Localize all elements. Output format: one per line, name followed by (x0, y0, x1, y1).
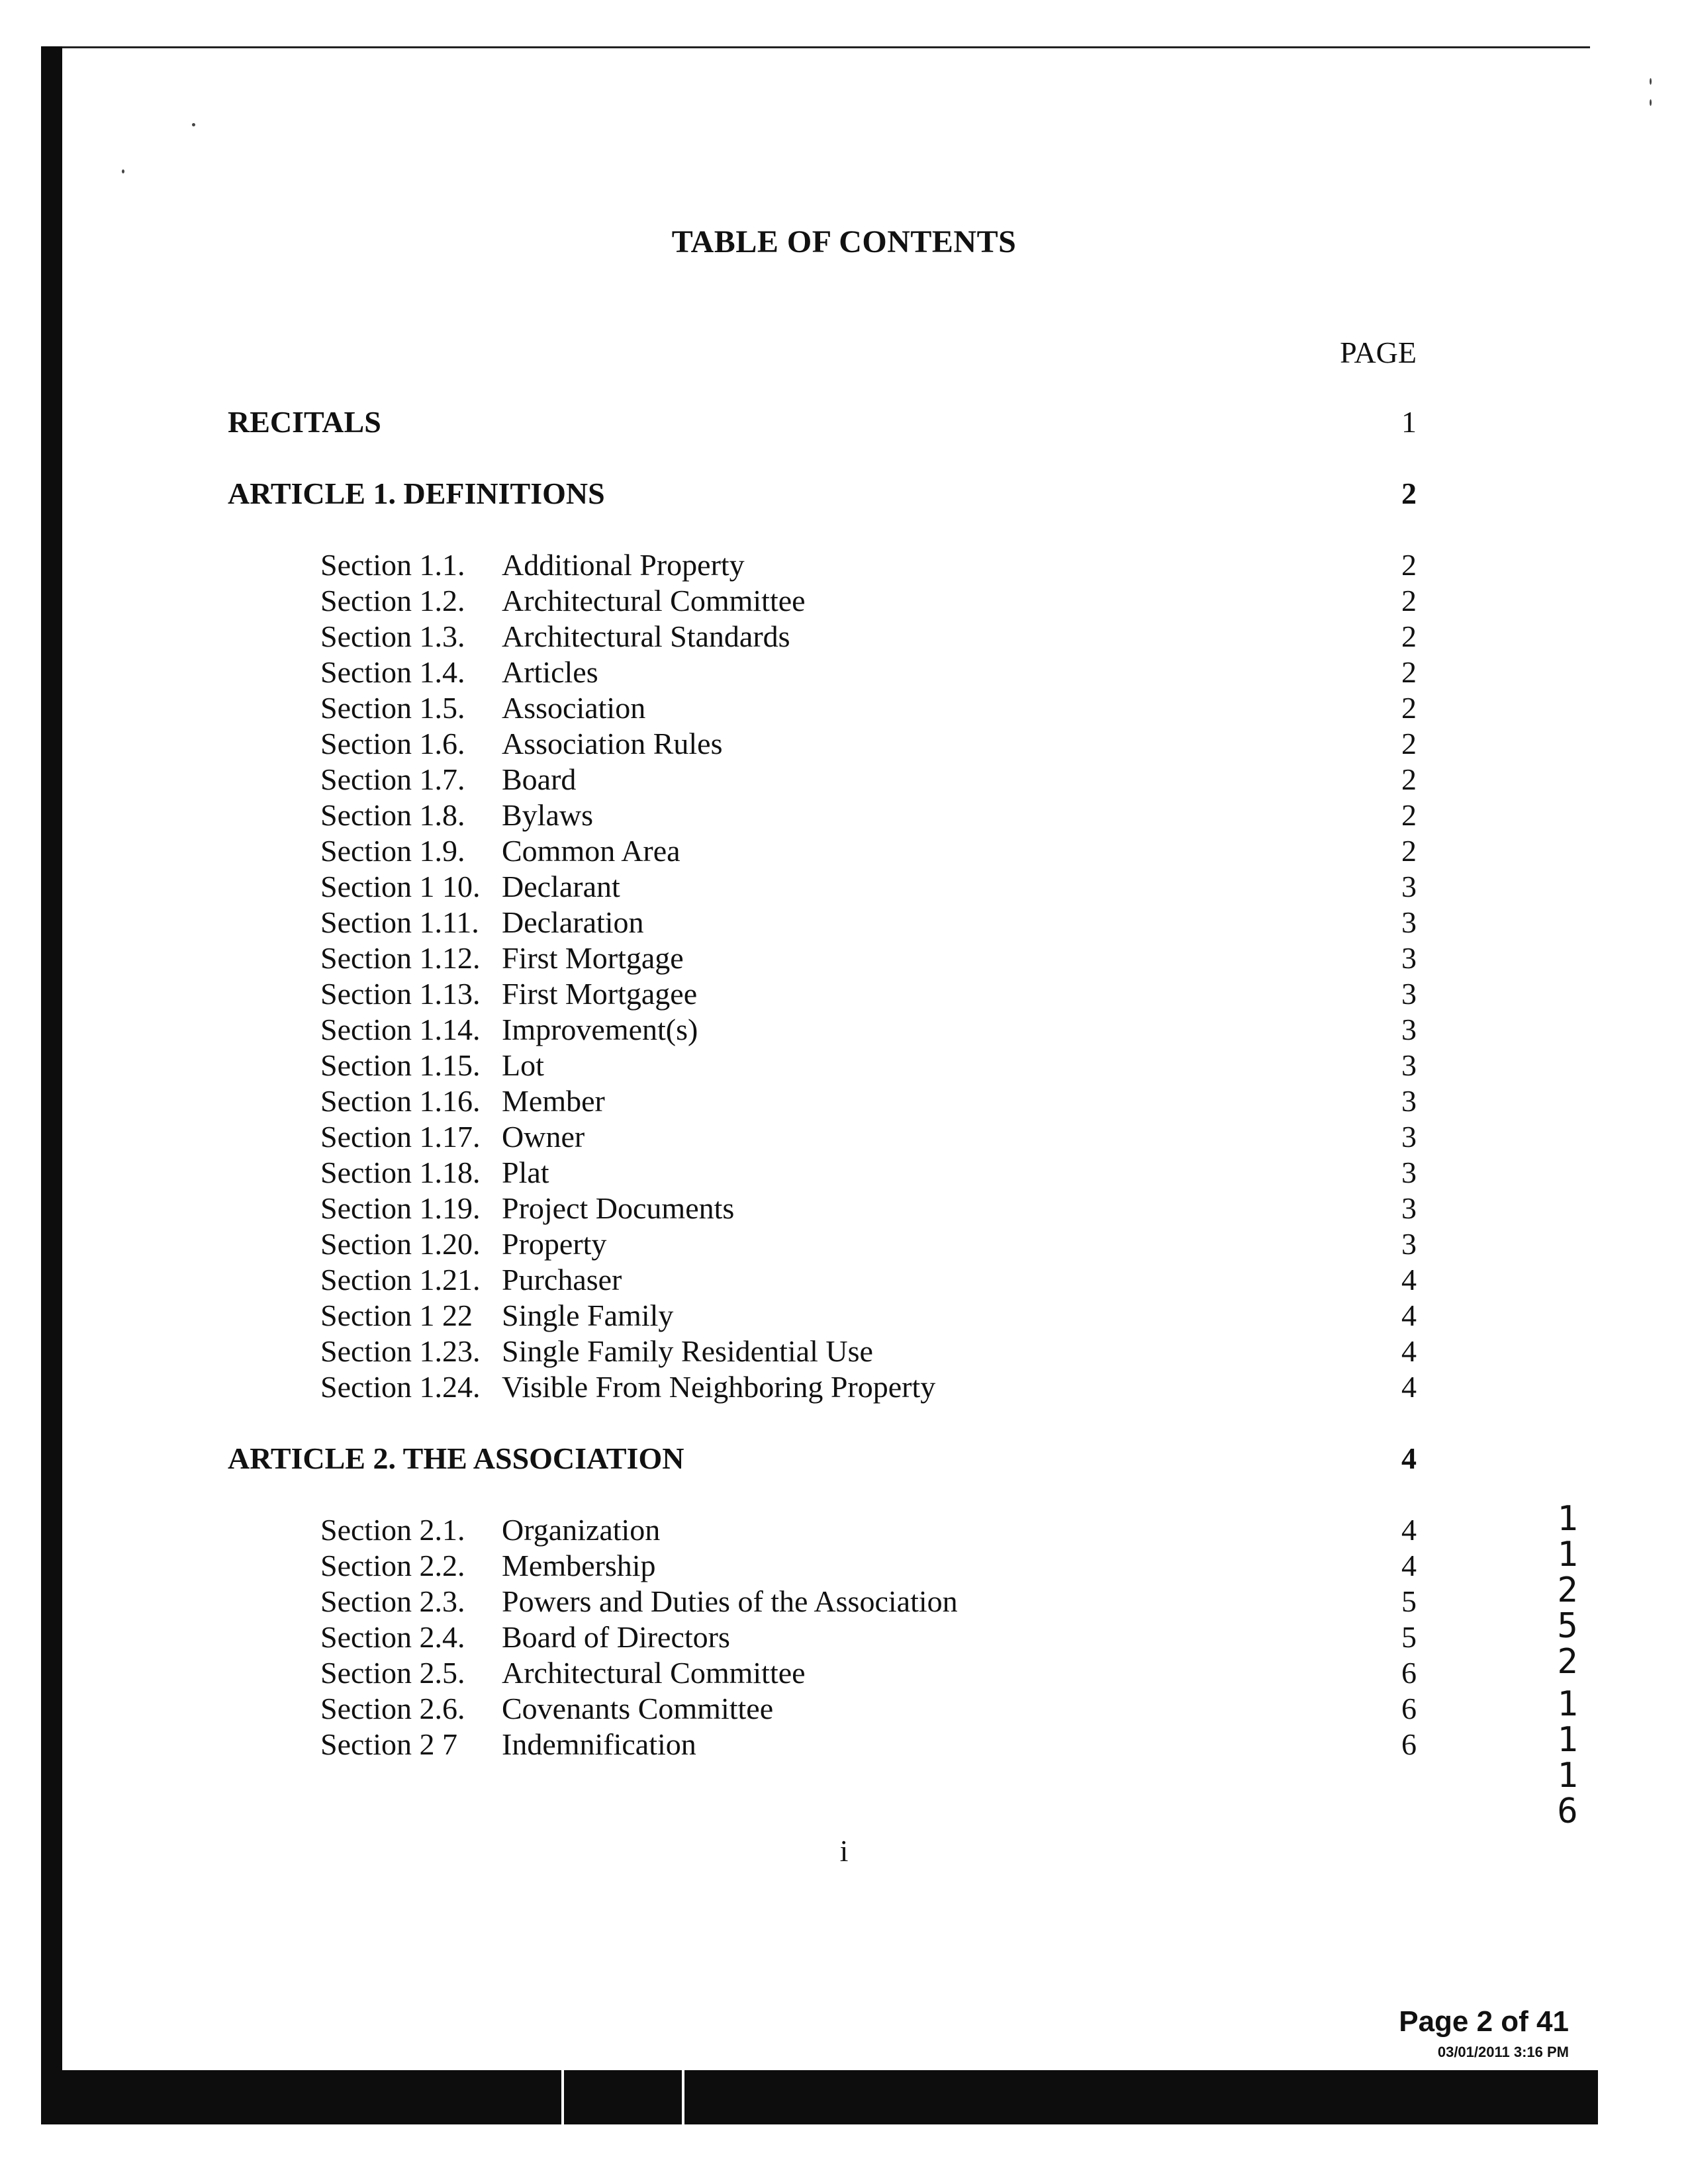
toc-section-row (0, 690, 1688, 727)
toc-page-number: 2 (1401, 727, 1417, 760)
toc-section-row (0, 976, 1688, 1013)
section-number: Section 2.6. (320, 1692, 465, 1725)
section-title: Architectural Standards (502, 619, 790, 653)
toc-section-row (0, 904, 1688, 941)
section-title: Membership (502, 1549, 656, 1582)
section-number: Section 1 10. (320, 870, 481, 903)
section-number: Section 1.15. (320, 1048, 481, 1082)
toc-section-row (0, 761, 1688, 798)
toc-section-row (0, 940, 1688, 977)
toc-page-number: 6 (1401, 1727, 1417, 1761)
toc-section-row (0, 725, 1688, 762)
toc-section-row (0, 797, 1688, 834)
toc-page-number: 3 (1401, 1120, 1417, 1154)
section-number: Section 1.3. (320, 619, 465, 653)
toc-page-number: 3 (1401, 977, 1417, 1011)
section-title: Indemnification (502, 1727, 696, 1761)
toc-section-row (0, 1655, 1688, 1692)
scan-speck (1650, 99, 1652, 106)
section-title: Single Family (502, 1298, 674, 1332)
section-number: Section 1.8. (320, 798, 465, 832)
section-title: Owner (502, 1120, 585, 1154)
section-title: Covenants Committee (502, 1692, 774, 1725)
stamp-digit: 1 (1557, 1720, 1578, 1760)
scan-bottom-border (41, 2070, 1598, 2124)
toc-page-number: 1 (1401, 405, 1417, 439)
section-number: Section 1.5. (320, 691, 465, 725)
toc-page-number: 5 (1401, 1620, 1417, 1654)
section-title: Powers and Duties of the Association (502, 1584, 958, 1618)
section-number: Section 1.12. (320, 941, 481, 975)
toc-section-row (0, 1512, 1688, 1549)
toc-section-row (0, 1690, 1688, 1727)
toc-page-number: 4 (1401, 1441, 1417, 1475)
section-number: Section 1.6. (320, 727, 465, 760)
section-title: Articles (502, 655, 598, 689)
toc-section-row (0, 1154, 1688, 1191)
toc-section-row (0, 582, 1688, 619)
section-title: Improvement(s) (502, 1013, 698, 1046)
scan-top-edge (41, 46, 1590, 48)
toc-page-number: 4 (1401, 1549, 1417, 1582)
section-number: Section 1.13. (320, 977, 481, 1011)
toc-section-row (0, 1083, 1688, 1120)
toc-page-number: 4 (1401, 1263, 1417, 1297)
toc-page-number: 3 (1401, 941, 1417, 975)
toc-section-row (0, 1261, 1688, 1298)
toc-section-row (0, 1226, 1688, 1263)
toc-section-row (0, 1619, 1688, 1656)
scan-speck (1650, 78, 1652, 85)
section-number: Section 1.9. (320, 834, 465, 868)
scan-notch (682, 2070, 684, 2124)
section-title: Declarant (502, 870, 620, 903)
section-title: Board of Directors (502, 1620, 730, 1654)
toc-page-number: 2 (1401, 691, 1417, 725)
stamp-digit: 6 (1557, 1792, 1578, 1831)
section-title: First Mortgage (502, 941, 684, 975)
section-title: Organization (502, 1513, 661, 1547)
section-title: Association (502, 691, 646, 725)
toc-page-number: 5 (1401, 1584, 1417, 1618)
section-title: Purchaser (502, 1263, 622, 1297)
stamp-digit: 2 (1557, 1570, 1578, 1610)
section-title: Bylaws (502, 798, 593, 832)
section-title: Architectural Committee (502, 1656, 806, 1690)
toc-section-row (0, 868, 1688, 905)
stamp-digit: 1 (1557, 1535, 1578, 1574)
toc-section-row (0, 833, 1688, 870)
toc-section-row (0, 1333, 1688, 1370)
toc-heading: ARTICLE 2. THE ASSOCIATION (228, 1441, 684, 1475)
section-title: Architectural Committee (502, 584, 806, 617)
toc-section-row (0, 1726, 1688, 1763)
scan-notch (561, 2070, 564, 2124)
section-title: First Mortgagee (502, 977, 698, 1011)
toc-page-number: 3 (1401, 1227, 1417, 1261)
toc-page-number: 2 (1401, 584, 1417, 617)
toc-page-number: 4 (1401, 1370, 1417, 1404)
toc-page-number: 2 (1401, 834, 1417, 868)
section-number: Section 1.11. (320, 905, 479, 939)
toc-page-number: 3 (1401, 905, 1417, 939)
section-title: Member (502, 1084, 605, 1118)
section-number: Section 1.21. (320, 1263, 481, 1297)
section-title: Plat (502, 1156, 549, 1189)
toc-heading: ARTICLE 1. DEFINITIONS (228, 477, 605, 510)
section-title: Single Family Residential Use (502, 1334, 873, 1368)
page-title: TABLE OF CONTENTS (671, 224, 1017, 259)
stamp-digit: 1 (1557, 1684, 1578, 1724)
toc-page-number: 2 (1401, 619, 1417, 653)
toc-section-row (0, 1297, 1688, 1334)
section-number: Section 1.24. (320, 1370, 481, 1404)
toc-page-number: 6 (1401, 1692, 1417, 1725)
section-number: Section 2.5. (320, 1656, 465, 1690)
toc-section-row (0, 1369, 1688, 1406)
toc-page-number: 3 (1401, 1084, 1417, 1118)
section-number: Section 1 22 (320, 1298, 473, 1332)
toc-section-row (0, 1118, 1688, 1156)
section-title: Association Rules (502, 727, 723, 760)
toc-page-number: 2 (1401, 655, 1417, 689)
section-title: Declaration (502, 905, 644, 939)
section-title: Additional Property (502, 548, 745, 582)
scan-speck (122, 169, 124, 173)
toc-article-row (0, 475, 1688, 512)
page-column-header: PAGE (1340, 336, 1417, 369)
toc-page-number: 3 (1401, 870, 1417, 903)
section-number: Section 1.2. (320, 584, 465, 617)
section-title: Board (502, 762, 577, 796)
margin-stamp-number (1548, 1686, 1587, 1829)
toc-section-row (0, 547, 1688, 584)
stamp-digit: 2 (1557, 1642, 1578, 1682)
section-number: Section 1.1. (320, 548, 465, 582)
toc-page-number: 3 (1401, 1048, 1417, 1082)
section-number: Section 1.7. (320, 762, 465, 796)
stamp-digit: 5 (1557, 1606, 1578, 1646)
stamp-digit: 1 (1557, 1756, 1578, 1796)
print-timestamp: 03/01/2011 3:16 PM (1437, 2044, 1569, 2060)
toc-page-number: 4 (1401, 1298, 1417, 1332)
section-title: Project Documents (502, 1191, 735, 1225)
section-number: Section 2.2. (320, 1549, 465, 1582)
toc-page-number: 2 (1401, 548, 1417, 582)
stamp-digit: 1 (1557, 1499, 1578, 1539)
scan-speck (192, 123, 195, 126)
toc-page-number: 4 (1401, 1334, 1417, 1368)
toc-section-row (0, 1547, 1688, 1584)
section-number: Section 2.4. (320, 1620, 465, 1654)
section-number: Section 2.3. (320, 1584, 465, 1618)
toc-page-number: 2 (1401, 798, 1417, 832)
section-number: Section 1.23. (320, 1334, 481, 1368)
toc-page-number: 3 (1401, 1013, 1417, 1046)
toc-heading: RECITALS (228, 405, 381, 439)
toc-article-row (0, 1440, 1688, 1477)
page-count-label: Page 2 of 41 (1399, 2005, 1569, 2038)
toc-page-number: 2 (1401, 477, 1417, 510)
toc-section-row (0, 618, 1688, 655)
toc-section-row (0, 654, 1688, 691)
toc-section-row (0, 1190, 1688, 1227)
section-title: Lot (502, 1048, 544, 1082)
section-number: Section 1.14. (320, 1013, 481, 1046)
section-number: Section 1.18. (320, 1156, 481, 1189)
section-number: Section 1.4. (320, 655, 465, 689)
section-title: Property (502, 1227, 607, 1261)
toc-recitals-row (0, 404, 1688, 441)
section-number: Section 1.20. (320, 1227, 481, 1261)
toc-page-number: 6 (1401, 1656, 1417, 1690)
toc-section-row (0, 1583, 1688, 1620)
toc-page-number: 2 (1401, 762, 1417, 796)
section-number: Section 1.16. (320, 1084, 481, 1118)
toc-section-row (0, 1011, 1688, 1048)
section-title: Visible From Neighboring Property (502, 1370, 936, 1404)
toc-page-number: 4 (1401, 1513, 1417, 1547)
margin-stamp-number (1548, 1501, 1587, 1680)
toc-section-row (0, 1047, 1688, 1084)
toc-page-number: 3 (1401, 1156, 1417, 1189)
section-title: Common Area (502, 834, 680, 868)
section-number: Section 2.1. (320, 1513, 465, 1547)
section-number: Section 2 7 (320, 1727, 457, 1761)
section-number: Section 1.19. (320, 1191, 481, 1225)
toc-page-number: 3 (1401, 1191, 1417, 1225)
page-number-roman: i (839, 1834, 849, 1868)
section-number: Section 1.17. (320, 1120, 481, 1154)
